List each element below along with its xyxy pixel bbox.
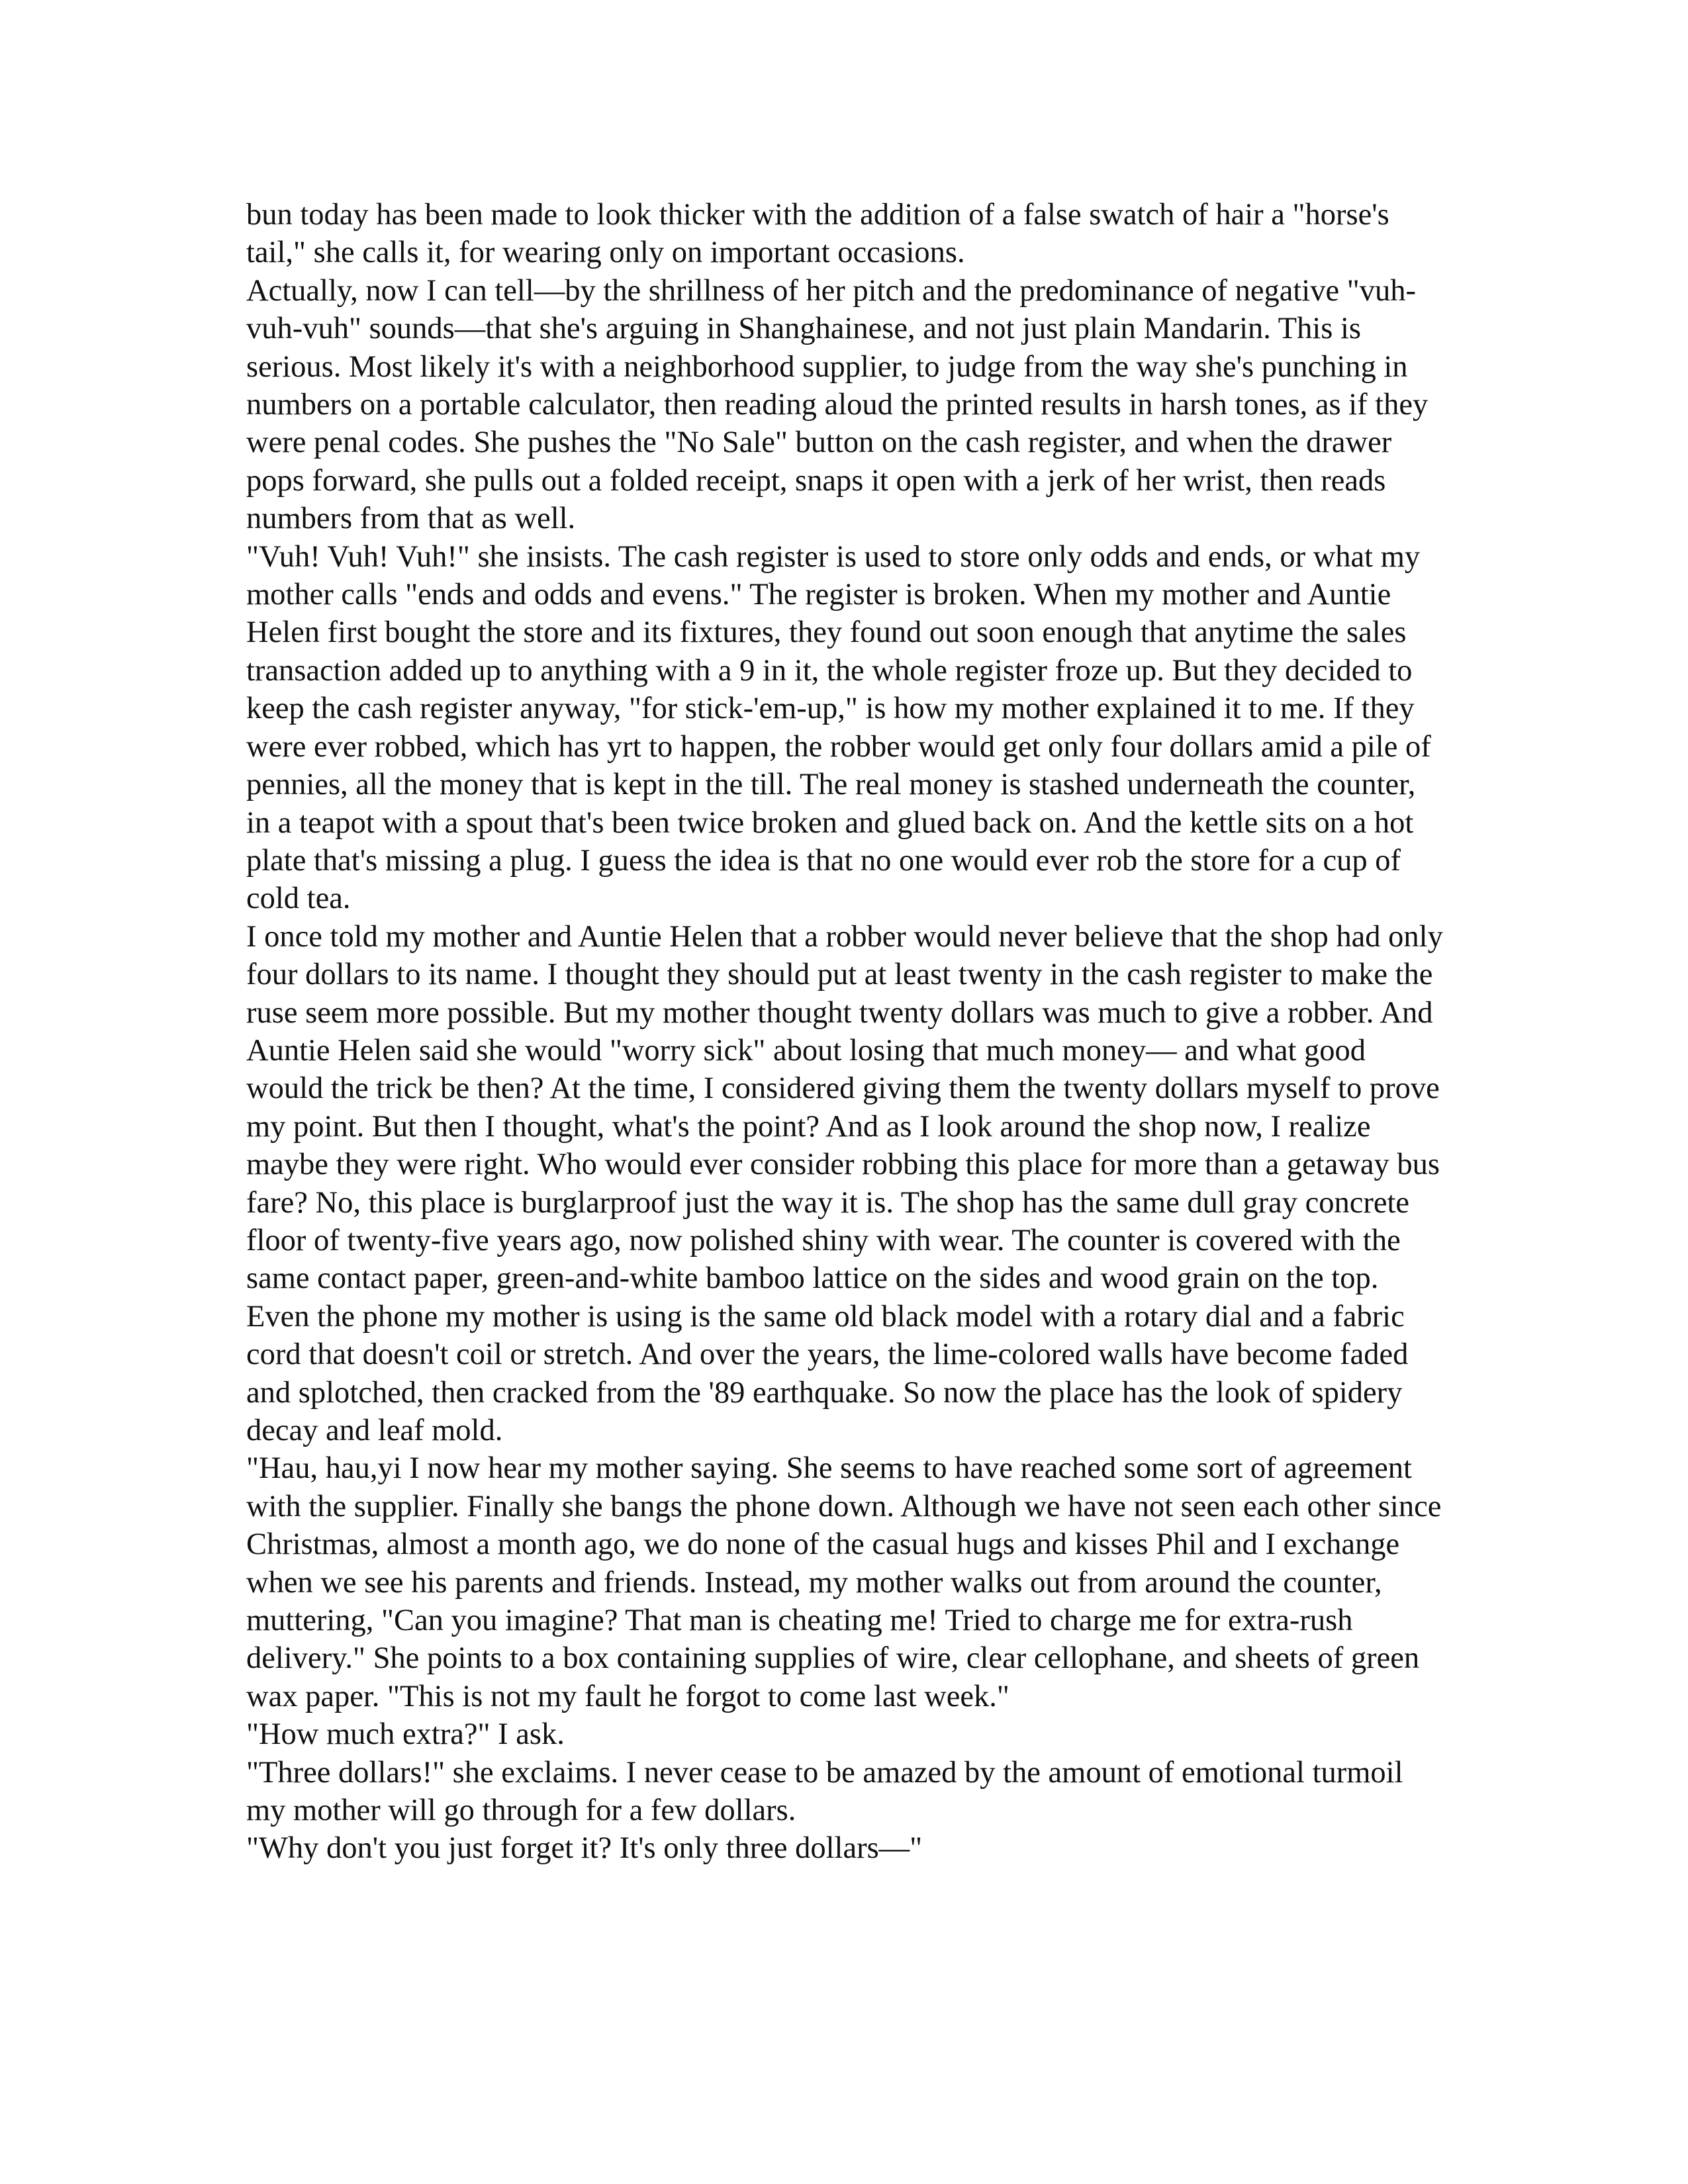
paragraph-1: bun today has been made to look thicker with the addition of a false swatch of hair a "horse's tail," she calls it, for wearing only on important occasions. (246, 198, 1389, 270)
paragraph-2: Actually, now I can tell—by the shrillness of her pitch and the predominance of negative "vuh-vuh-vuh" sounds—that she's arguing in Shanghainese, and not just plain Mandarin. This is serious. Most likely it's with a neighborhood supplier, to judge from the way she's punching in numbers on a portable calculator, then reading aloud the printed results in harsh tones, as if they were penal codes. She pushes the "No Sale" button on the cash register, and when the drawer pops forward, she pulls out a folded receipt, snaps it open with a jerk of her wrist, then reads numbers from that as well. (246, 273, 1429, 536)
paragraph-7: "Three dollars!" she exclaims. I never cease to be amazed by the amount of emotional turmoil my mother will go through for a few dollars. (246, 1755, 1403, 1828)
document-page (246, 196, 1444, 1868)
paragraph-6: "How much extra?" I ask. (246, 1717, 565, 1752)
paragraph-4: I once told my mother and Auntie Helen that a robber would never believe that the shop had only four dollars to its name. I thought they should put at least twenty in the cash register to make the ruse seem more possible. But my mother thought twenty dollars was much to give a robber. And Auntie Helen said she would "worry sick" about losing that much money— and what good would the trick be then? At the time, I considered giving them the twenty dollars myself to prove my point. But then I thought, what's the point? And as I look around the shop now, I realize maybe they were right. Who would ever consider robbing this place for more than a getaway bus fare? No, this place is burglarproof just the way it is. The shop has the same dull gray concrete floor of twenty-five years ago, now polished shiny with wear. The counter is covered with the same contact paper, green-and-white bamboo lattice on the sides and wood grain on the top. Even the phone my mother is using is the same old black model with a rotary dial and a fabric cord that doesn't coil or stretch. And over the years, the lime-colored walls have become faded and splotched, then cracked from the '89 earthquake. So now the place has the look of spidery decay and leaf mold. (246, 919, 1443, 1447)
paragraph-5: "Hau, hau,yi I now hear my mother saying. She seems to have reached some sort of agreement with the supplier. Finally she bangs the phone down. Although we have not seen each other since Christmas, almost a month ago, we do none of the casual hugs and kisses Phil and I exchange when we see his parents and friends. Instead, my mother walks out from around the counter, muttering, "Can you imagine? That man is cheating me! Tried to charge me for extra-rush delivery." She points to a box containing supplies of wire, clear cellophane, and sheets of green wax paper. "This is not my fault he forgot to come last week." (246, 1451, 1442, 1713)
paragraph-8: "Why don't you just forget it? It's only three dollars—" (246, 1831, 923, 1866)
paragraph-3: "Vuh! Vuh! Vuh!" she insists. The cash register is used to store only odds and ends, or what my mother calls "ends and odds and evens." The register is broken. When my mother and Auntie Helen first bought the store and its fixtures, they found out soon enough that anytime the sales transaction added up to anything with a 9 in it, the whole register froze up. But they decided to keep the cash register anyway, "for stick-'em-up," is how my mother explained it to me. If they were ever robbed, which has yrt to happen, the robber would get only four dollars amid a pile of pennies, all the money that is kept in the till. The real money is stashed underneath the counter, in a teapot with a spout that's been twice broken and glued back on. And the kettle sits on a hot plate that's missing a plug. I guess the idea is that no one would ever rob the store for a cup of cold tea. (246, 539, 1431, 916)
